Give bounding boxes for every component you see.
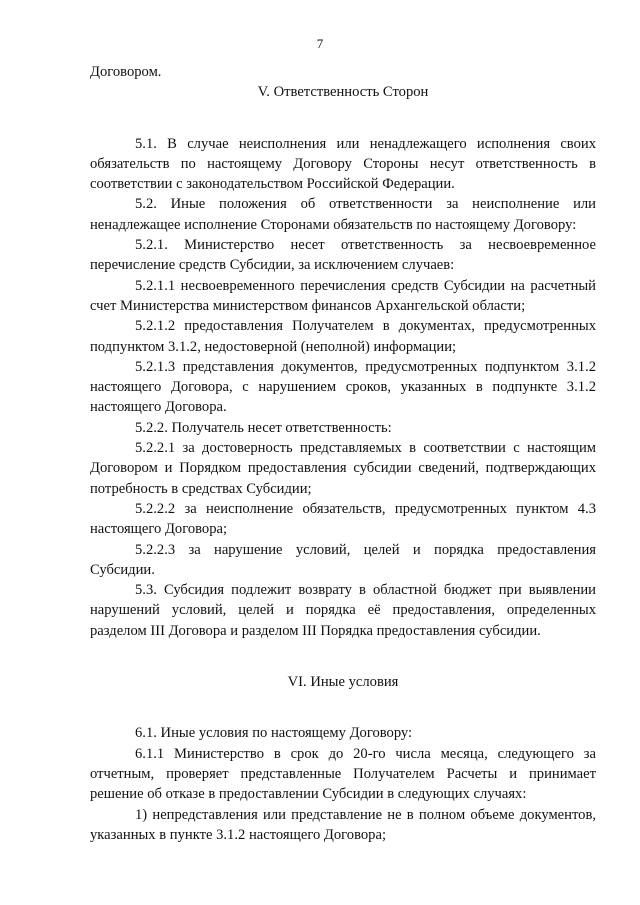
- paragraph-5-2-1: 5.2.1. Министерство несет ответственность за несвоевременное перечисление средств Субсидии, за исключением случаев:: [90, 237, 596, 274]
- document-body: [90, 62, 596, 845]
- paragraph-5-1: 5.1. В случае неисполнения или ненадлежащего исполнения своих обязательств по настоящему Договору Стороны несут ответственность в соответствии с законодательством Российской Федерации.: [90, 135, 596, 193]
- paragraph-5-2-2-2: 5.2.2.2 за неисполнение обязательств, предусмотренных пунктом 4.3 настоящего Договора;: [90, 500, 596, 538]
- paragraph-6-1: 6.1. Иные условия по настоящему Договору:: [135, 725, 413, 742]
- paragraph-5-2-2: 5.2.2. Получатель несет ответственность:: [135, 419, 392, 436]
- section-6-title: VI. Иные условия: [287, 674, 399, 691]
- paragraph-5-2-1-2: 5.2.1.2 предоставления Получателем в документах, предусмотренных подпунктом 3.1.2, недостоверной (неполной) информации;: [90, 318, 596, 355]
- paragraph-5-2-1-3: 5.2.1.3 представления документов, предусмотренных подпунктом 3.1.2 настоящего Договора, с нарушением сроков, указанных в подпункте 3.1.2 настоящего Договора.: [90, 358, 596, 416]
- paragraph-5-2: 5.2. Иные положения об ответственности за неисполнение или ненадлежащее исполнение Сторонами обязательств по настоящему Договору:: [90, 196, 596, 233]
- paragraph-5-2-2-1: 5.2.2.1 за достоверность представляемых в соответствии с настоящим Договором и Порядком предоставления субсидии сведений, подтверждающих потребность в средствах Субсидии;: [90, 440, 596, 497]
- paragraph-5-2-2-3: 5.2.2.3 за нарушение условий, целей и порядка предоставления Субсидии.: [90, 541, 596, 578]
- paragraph-5-2-1-1: 5.2.1.1 несвоевременного перечисления средств Субсидии на расчетный счет Министерства министерством финансов Архангельской области;: [90, 277, 596, 314]
- page-number: 7: [316, 36, 324, 51]
- continuation-text: Договором.: [90, 64, 162, 80]
- paragraph-6-1-1-item-1: 1) непредставления или представление не в полном объеме документов, указанных в пункте 3.1.2 настоящего Договора;: [90, 806, 596, 843]
- paragraph-5-3: 5.3. Субсидия подлежит возврату в областной бюджет при выявлении нарушений условий, целей и порядка её предоставления, определенных разделом III Договора и разделом III Порядка предоставления субсидии.: [90, 582, 596, 639]
- paragraph-6-1-1: 6.1.1 Министерство в срок до 20-го числа месяца, следующего за отчетным, проверяет представленные Получателем Расчеты и принимает решение об отказе в предоставлении Субсидии в следующих случаях:: [90, 745, 596, 803]
- section-5-title: V. Ответственность Сторон: [257, 84, 429, 101]
